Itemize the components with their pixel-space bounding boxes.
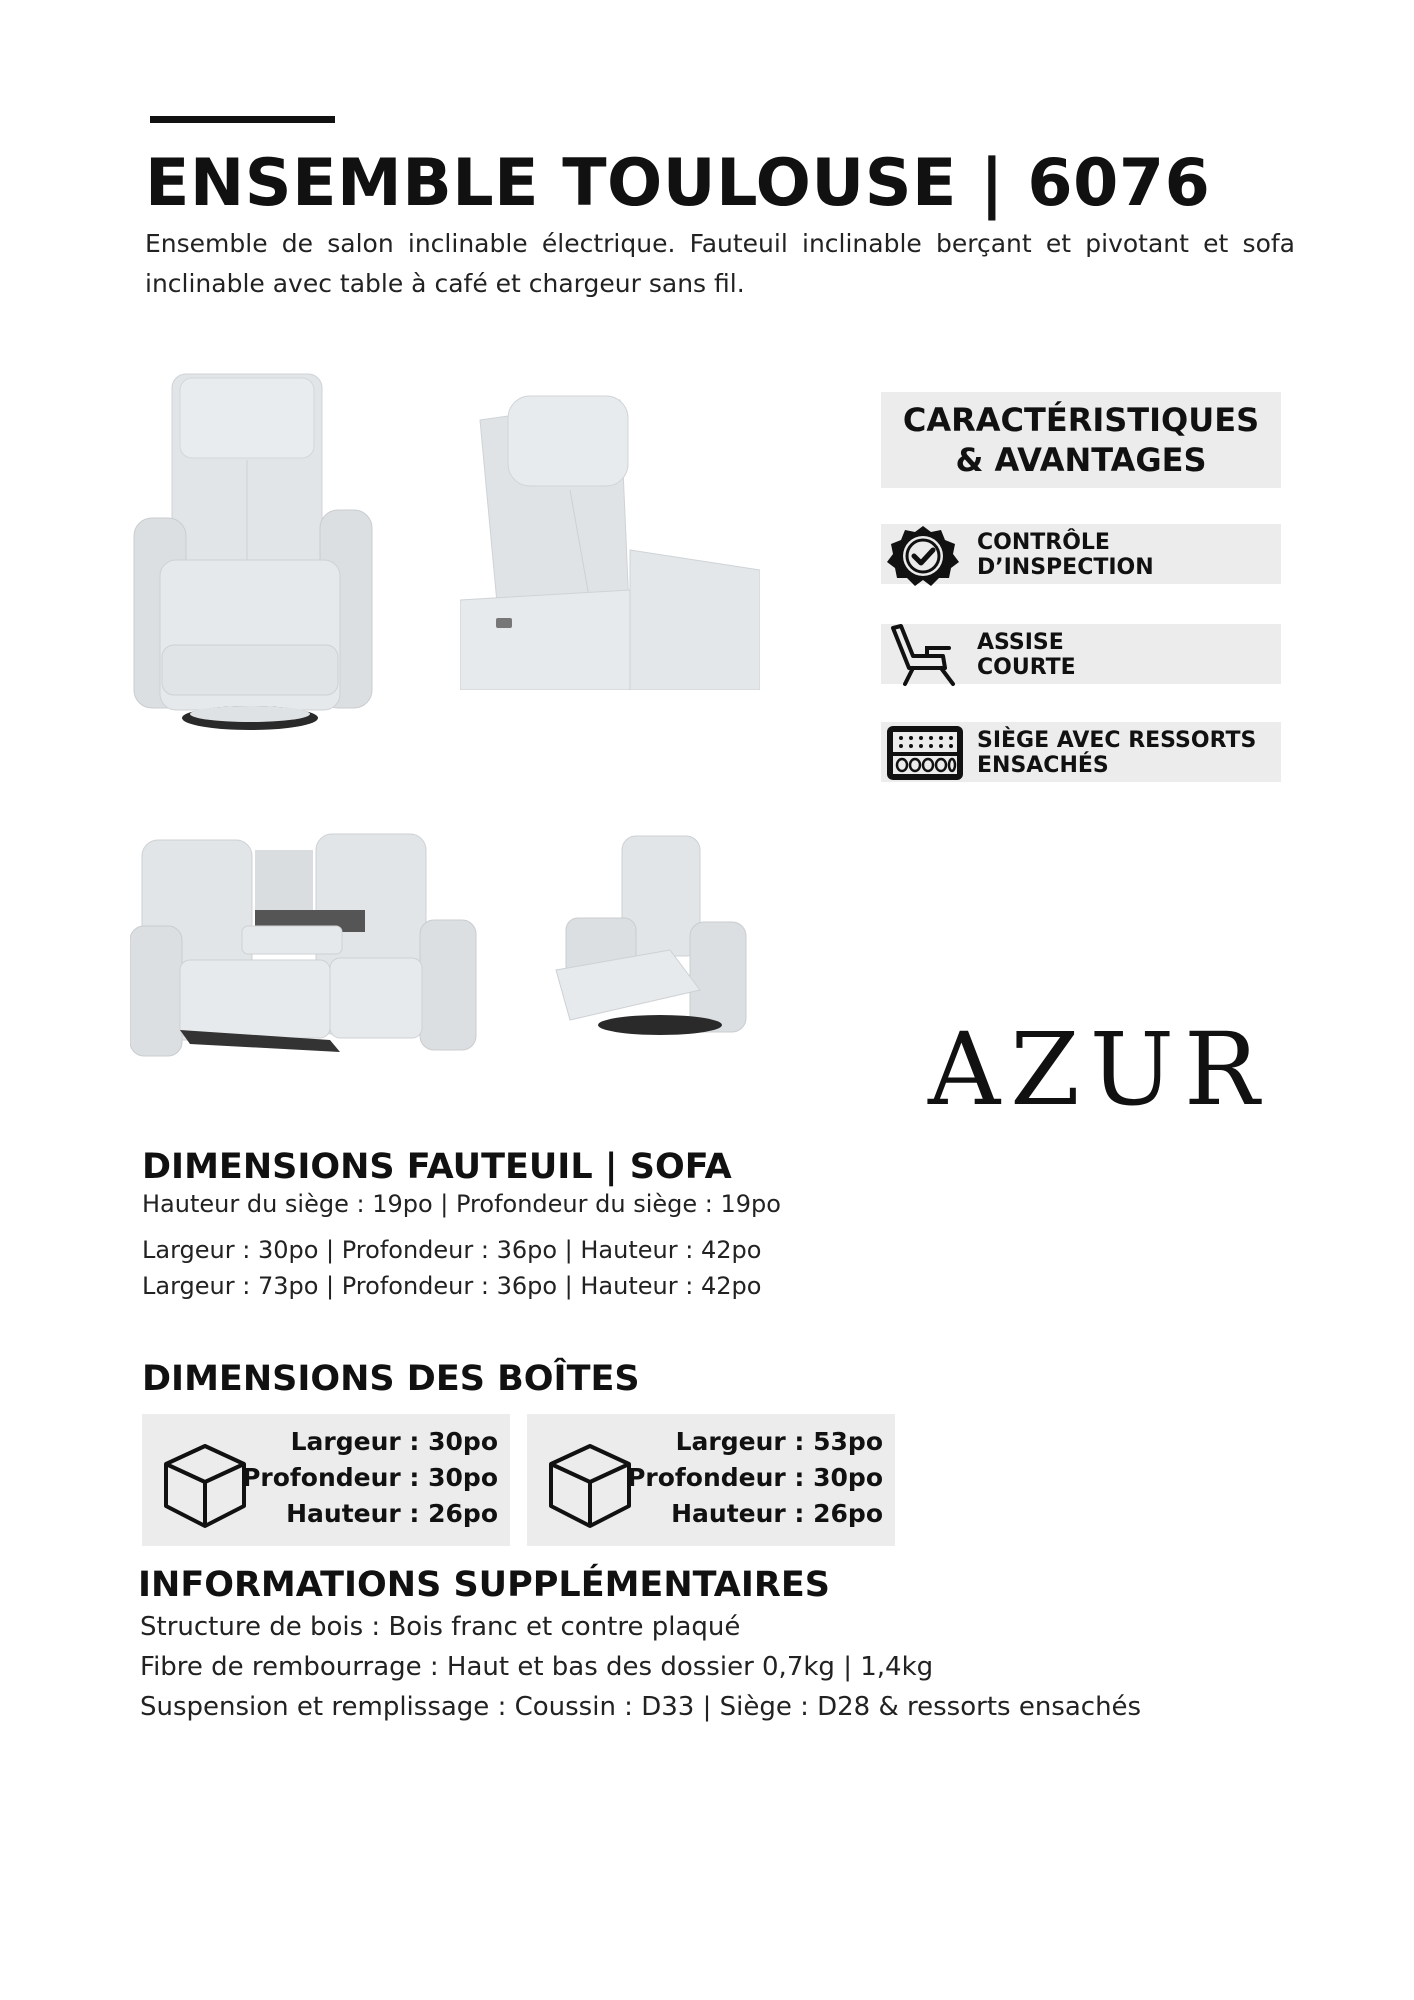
info-line-fiber: Fibre de rembourrage : Haut et bas des dossier 0,7kg | 1,4kg: [140, 1652, 934, 1682]
seat-icon: [883, 622, 963, 688]
box-chair-values: Largeur : 30po Profondeur : 30po Hauteur : 26po: [242, 1427, 498, 1528]
feature-short-seat-label: ASSISE COURTE: [977, 630, 1076, 680]
brand-logo: AZUR: [928, 1011, 1270, 1128]
dimensions-title: DIMENSIONS FAUTEUIL | SOFA: [142, 1147, 732, 1187]
features-heading-line1: CARACTÉRISTIQUES: [902, 401, 1260, 439]
page-title: ENSEMBLE TOULOUSE | 6076: [145, 146, 1211, 221]
spring-mattress-icon: [883, 720, 963, 786]
chair-dimensions: Largeur : 30po | Profondeur : 36po | Hauteur : 42po: [142, 1236, 762, 1264]
recliner-reclined-photo: [550, 830, 750, 1040]
boxes-title: DIMENSIONS DES BOÎTES: [142, 1359, 640, 1399]
feature-inspection: [881, 524, 1281, 584]
product-description: Ensemble de salon inclinable électrique. Fauteuil inclinable berçant et pivotant et sofa inclinable avec table à café et chargeur sans fil.: [145, 229, 1295, 298]
header-rule: [150, 116, 335, 123]
box-sofa-values: Largeur : 53po Profondeur : 30po Hauteur : 26po: [627, 1427, 883, 1528]
feature-short-seat: [881, 624, 1281, 684]
feature-pocket-springs: [881, 722, 1281, 782]
info-line-structure: Structure de bois : Bois franc et contre plaqué: [140, 1612, 741, 1642]
features-heading-line2: & AVANTAGES: [955, 441, 1207, 479]
swivel-recliner-front-photo: [130, 370, 380, 740]
info-line-suspension: Suspension et remplissage : Coussin : D33 | Siège : D28 & ressorts ensachés: [140, 1692, 1142, 1722]
sofa-dimensions: Largeur : 73po | Profondeur : 36po | Hauteur : 42po: [142, 1272, 762, 1300]
features-heading: [881, 392, 1281, 488]
badge-check-icon: [883, 522, 963, 588]
reclining-sofa-photo: [130, 830, 480, 1060]
info-title: INFORMATIONS SUPPLÉMENTAIRES: [138, 1565, 830, 1605]
box-icon: [545, 1440, 635, 1530]
seat-dimensions: Hauteur du siège : 19po | Profondeur du siège : 19po: [142, 1190, 781, 1218]
feature-pocket-springs-label: SIÈGE AVEC RESSORTS ENSACHÉS: [977, 728, 1257, 778]
box-icon: [160, 1440, 250, 1530]
feature-inspection-label: CONTRÔLE D’INSPECTION: [977, 530, 1154, 580]
swivel-recliner-side-photo: [460, 390, 760, 690]
box-chair: [142, 1414, 510, 1546]
box-sofa: [527, 1414, 895, 1546]
